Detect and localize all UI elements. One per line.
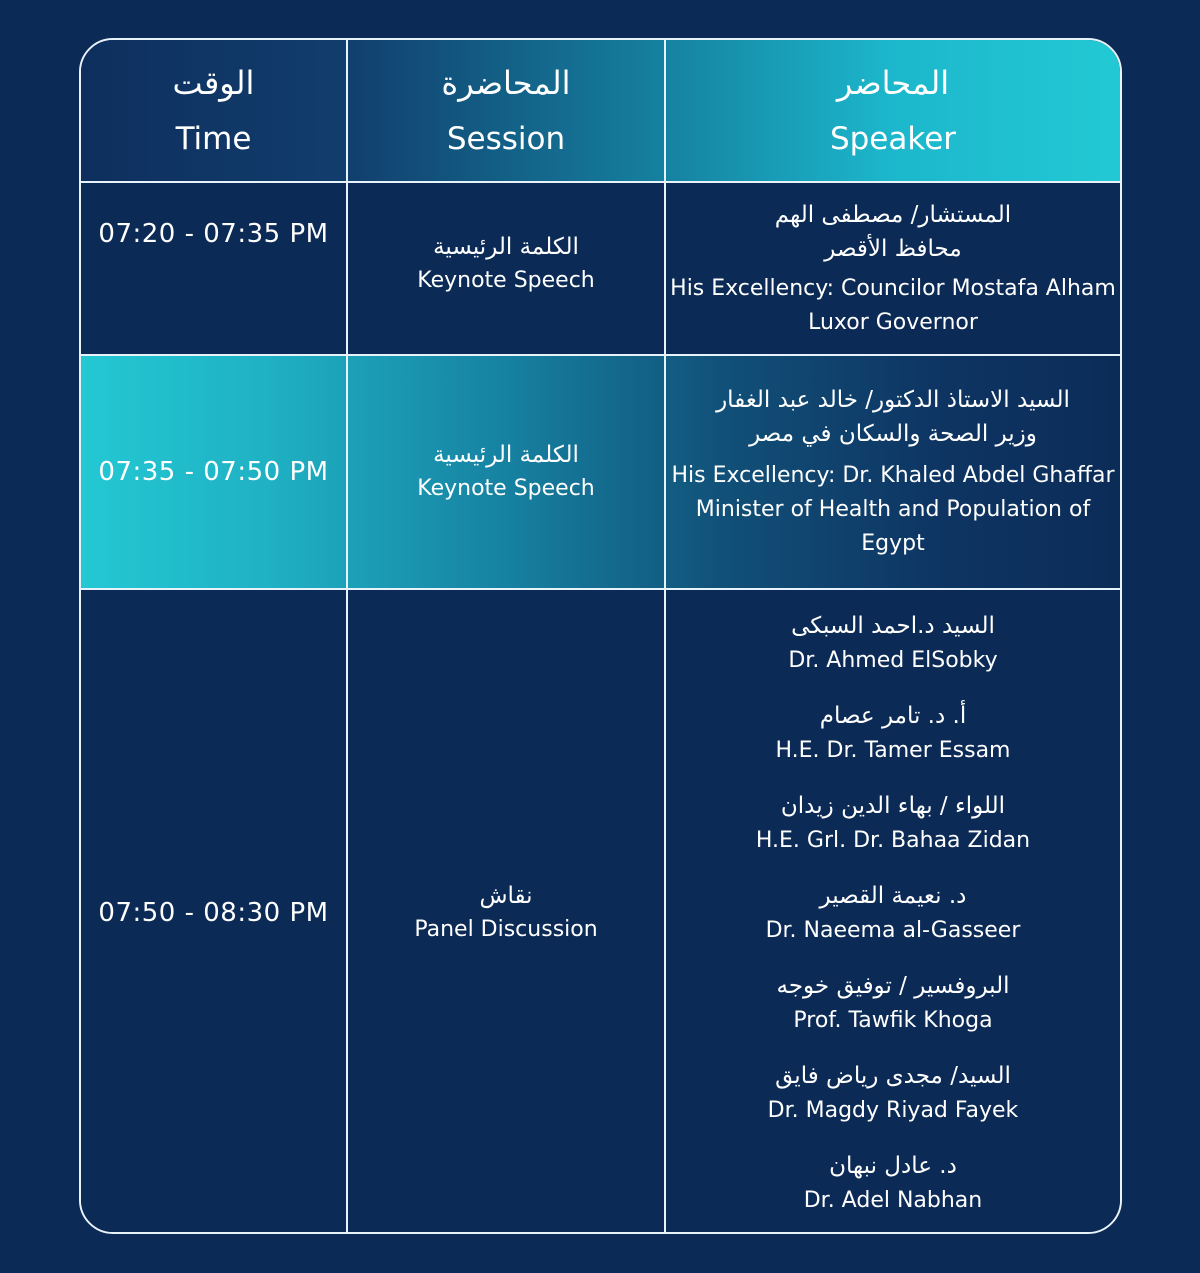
table-row <box>81 181 1120 354</box>
header-time-cell <box>81 40 348 181</box>
panelist-ar: د. نعيمة القصير <box>819 883 967 909</box>
speaker-cell <box>666 183 1120 354</box>
session-ar: الكلمة الرئيسية <box>433 442 579 468</box>
speaker-ar-line: محافظ الأقصر <box>824 235 962 262</box>
list-item <box>766 878 1021 948</box>
header-session-en: Session <box>446 120 566 157</box>
header-session-cell <box>348 40 666 181</box>
header-speaker-cell <box>666 40 1120 181</box>
list-item <box>756 788 1030 858</box>
header-speaker-ar: المحاضر <box>836 63 950 102</box>
speaker-en-line: Egypt <box>861 531 925 556</box>
list-item <box>776 968 1009 1038</box>
header-session-ar: المحاضرة <box>441 63 571 102</box>
session-en: Keynote Speech <box>417 476 595 501</box>
speaker-cell <box>666 590 1120 1234</box>
panelist-en: H.E. Dr. Tamer Essam <box>775 738 1011 763</box>
speaker-en-line: Luxor Governor <box>808 309 978 335</box>
panelist-en: Prof. Tawfik Khoga <box>793 1008 993 1033</box>
speaker-en-line: His Excellency: Dr. Khaled Abdel Ghaffar <box>671 463 1115 488</box>
header-time-en: Time <box>175 120 252 157</box>
agenda-table <box>79 38 1122 1234</box>
session-ar: الكلمة الرئيسية <box>433 233 579 260</box>
panelist-ar: السيد د.احمد السبكى <box>791 613 995 639</box>
header-time-ar: الوقت <box>172 63 255 102</box>
session-en: Panel Discussion <box>414 917 598 942</box>
speaker-en-line: His Excellency: Councilor Mostafa Alham <box>670 275 1116 301</box>
table-row <box>81 354 1120 588</box>
speaker-ar-line: وزير الصحة والسكان في مصر <box>749 421 1037 447</box>
speaker-cell <box>666 356 1120 588</box>
session-ar: نقاش <box>479 883 533 909</box>
time-cell <box>81 183 348 354</box>
time-range: 07:35 - 07:50 PM <box>98 457 329 487</box>
header-speaker-en: Speaker <box>829 120 957 157</box>
list-item <box>775 698 1010 768</box>
session-cell <box>348 356 666 588</box>
list-item <box>804 1148 983 1218</box>
panelist-ar: اللواء / بهاء الدين زيدان <box>780 793 1006 819</box>
panelist-list <box>756 608 1030 1218</box>
speaker-ar-line: المستشار/ مصطفى الهم <box>774 201 1012 228</box>
speaker-en-line: Minister of Health and Population of <box>695 497 1091 522</box>
time-range: 07:50 - 08:30 PM <box>98 898 329 928</box>
panelist-en: Dr. Adel Nabhan <box>803 1188 983 1213</box>
list-item <box>768 1058 1019 1128</box>
panelist-en: H.E. Grl. Dr. Bahaa Zidan <box>755 828 1031 853</box>
panelist-ar: د. عادل نبهان <box>829 1153 957 1179</box>
panelist-en: Dr. Naeema al-Gasseer <box>765 918 1021 943</box>
time-cell <box>81 590 348 1234</box>
list-item <box>788 608 997 678</box>
table-header-row <box>81 40 1120 181</box>
session-cell <box>348 590 666 1234</box>
panelist-ar: البروفسير / توفيق خوجه <box>776 973 1010 999</box>
session-cell <box>348 183 666 354</box>
panelist-ar: السيد/ مجدى رياض فايق <box>775 1063 1011 1089</box>
panelist-ar: أ. د. تامر عصام <box>819 703 967 729</box>
session-en: Keynote Speech <box>417 267 595 293</box>
table-row <box>81 588 1120 1234</box>
speaker-en-block <box>671 459 1114 561</box>
panelist-en: Dr. Ahmed ElSobky <box>788 648 998 673</box>
speaker-ar-line: السيد الاستاذ الدكتور/ خالد عبد الغفار <box>716 387 1070 413</box>
time-range: 07:20 - 07:35 PM <box>98 219 329 249</box>
time-cell <box>81 356 348 588</box>
panelist-en: Dr. Magdy Riyad Fayek <box>767 1098 1019 1123</box>
